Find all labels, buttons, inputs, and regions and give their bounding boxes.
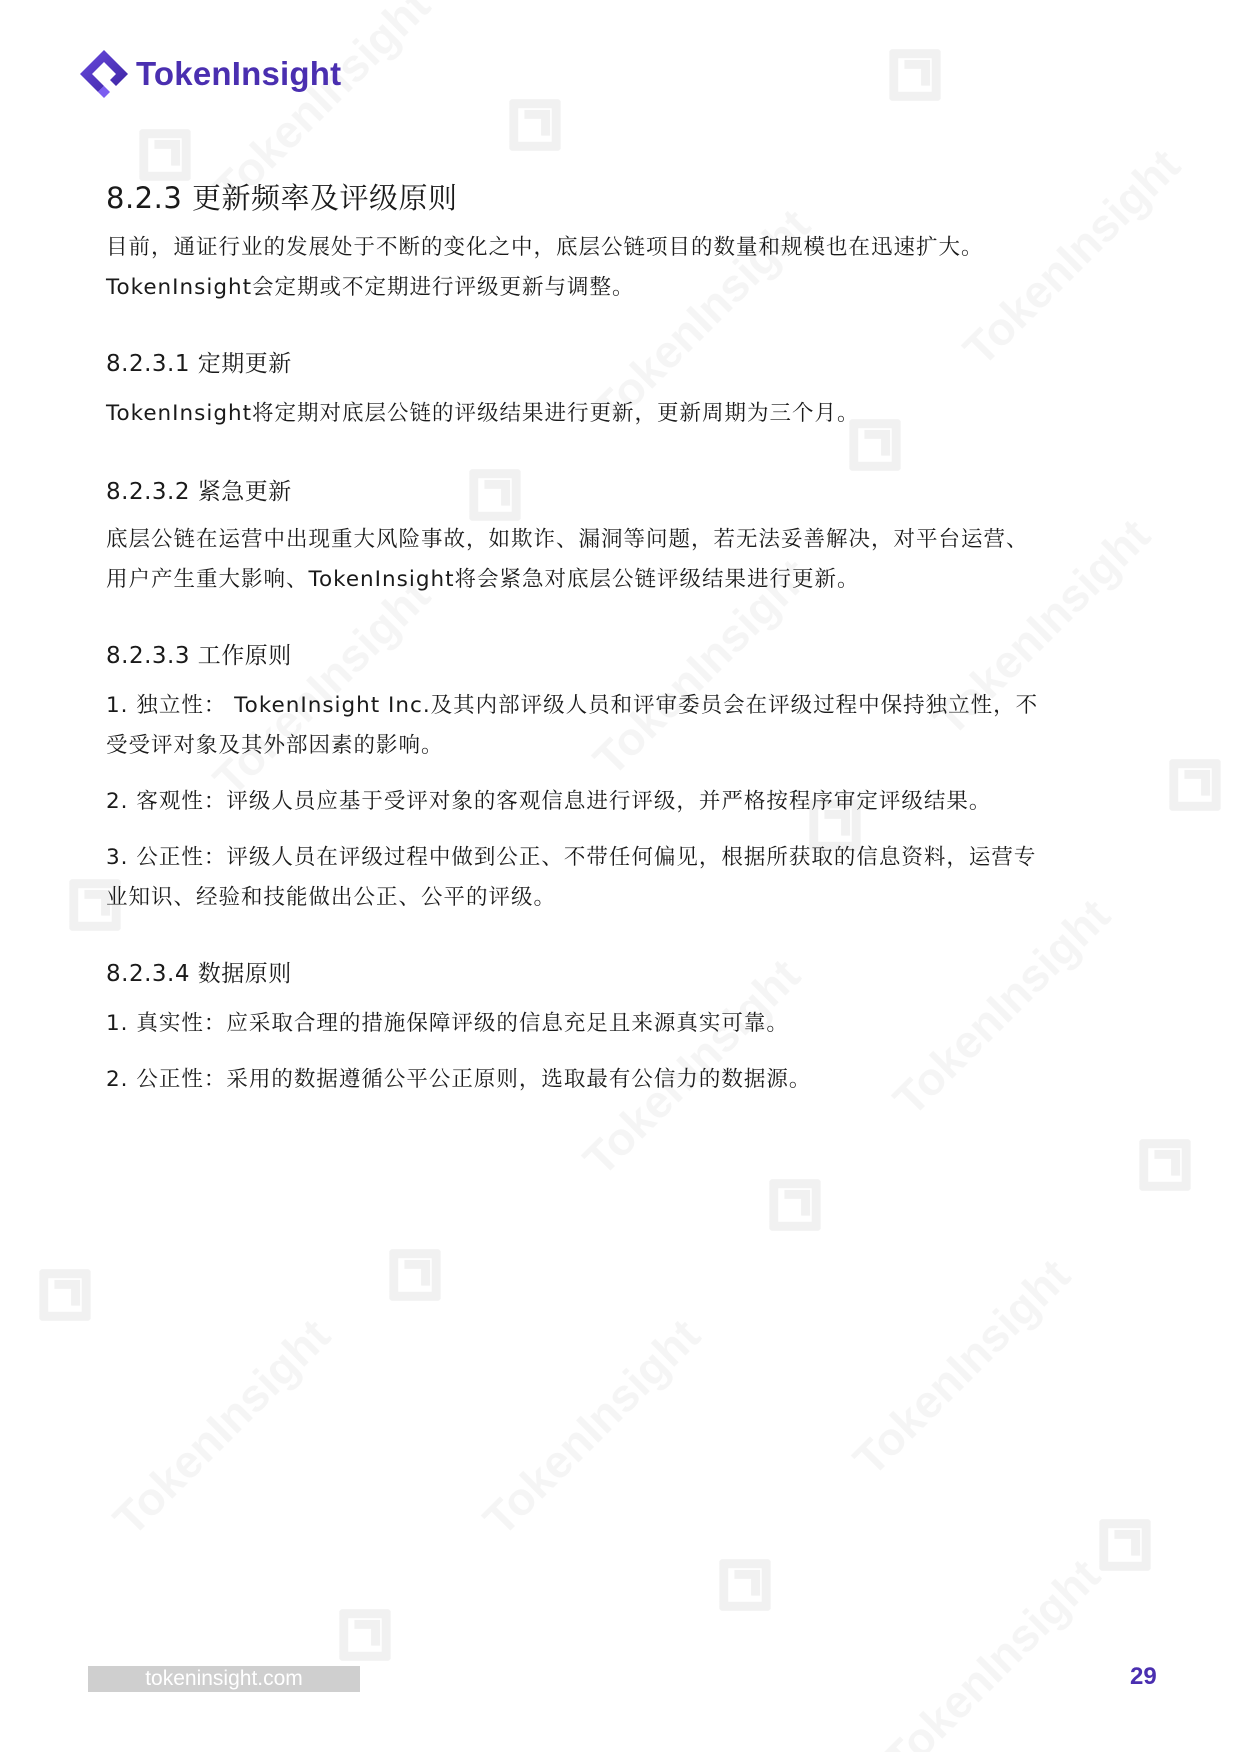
watermark-text [102, 1308, 340, 1546]
urgent-update-line-2: 用户产生重大影响、TokenInsight将会紧急对底层公链评级结果进行更新。 [106, 567, 860, 592]
watermark-logo-icon [1076, 1496, 1175, 1595]
subsection-title-regular-update: 8.2.3.1 定期更新 [106, 351, 292, 377]
watermark-logo-icon [16, 1246, 115, 1345]
footer-url-bar [88, 1666, 360, 1692]
principle-independence-line-2: 受受评对象及其外部因素的影响。 [106, 733, 444, 758]
watermark-logo-icon [746, 1156, 845, 1255]
urgent-update-line-1: 底层公链在运营中出现重大风险事故，如欺诈、漏洞等问题，若无法妥善解决，对平台运营、 [106, 527, 1029, 552]
footer-url-link[interactable]: tokeninsight.com [145, 1667, 303, 1690]
tokeninsight-logo-icon [76, 46, 132, 102]
data-principle-authenticity: 1. 真实性：应采取合理的措施保障评级的信息充足且来源真实可靠。 [106, 1011, 789, 1036]
watermark-text [842, 1248, 1080, 1486]
subsection-title-working-principles: 8.2.3.3 工作原则 [106, 643, 292, 669]
page-number: 29 [1130, 1663, 1157, 1690]
principle-objectivity: 2. 客观性：评级人员应基于受评对象的客观信息进行评级，并严格按程序审定评级结果。 [106, 789, 992, 814]
regular-update-text: TokenInsight将定期对底层公链的评级结果进行更新，更新周期为三个月。 [106, 401, 860, 426]
principle-independence-line-1: 1. 独立性： TokenInsight Inc.及其内部评级人员和评审委员会在评级过程中保持独立性，不 [106, 693, 1039, 718]
principle-fairness-line-1: 3. 公正性：评级人员在评级过程中做到公正、不带任何偏见，根据所获取的信息资料，运营专 [106, 845, 1037, 870]
intro-line-1: 目前，通证行业的发展处于不断的变化之中，底层公链项目的数量和规模也在迅速扩大。 [106, 235, 984, 260]
subsection-title-data-principles: 8.2.3.4 数据原则 [106, 961, 292, 987]
section-title: 8.2.3 更新频率及评级原则 [106, 181, 458, 215]
watermark-logo-icon [486, 76, 585, 175]
watermark-logo-icon [1116, 1116, 1215, 1215]
watermark-logo-icon [1146, 736, 1237, 835]
watermark-text [872, 1548, 1110, 1752]
watermark-logo-icon [366, 1226, 465, 1325]
intro-line-2: TokenInsight会定期或不定期进行评级更新与调整。 [106, 275, 635, 300]
watermark-logo-icon [866, 26, 965, 125]
data-principle-fairness: 2. 公正性：采用的数据遵循公平公正原则，选取最有公信力的数据源。 [106, 1067, 812, 1092]
watermark-text [472, 1308, 710, 1546]
main-content [106, 176, 1136, 1100]
brand-name: TokenInsight [136, 55, 342, 92]
watermark-logo-icon [696, 1536, 795, 1635]
brand-logo [76, 46, 341, 102]
principle-fairness-line-2: 业知识、经验和技能做出公正、公平的评级。 [106, 885, 557, 910]
subsection-title-urgent-update: 8.2.3.2 紧急更新 [106, 479, 292, 505]
